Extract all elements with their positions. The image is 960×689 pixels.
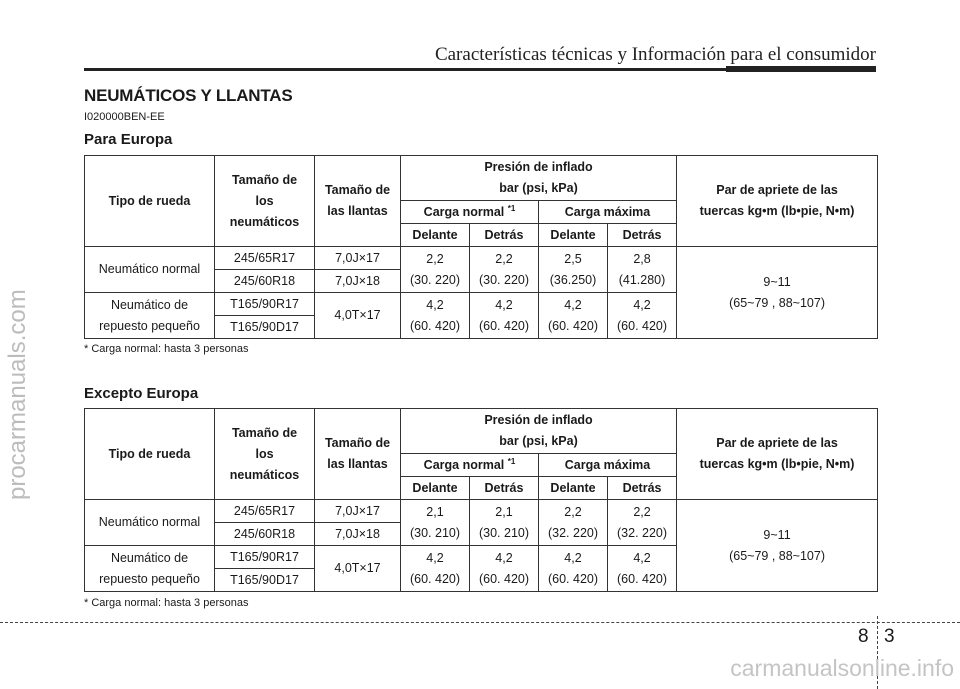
pressure-cell: 2,2 (30. 220) <box>401 247 470 293</box>
running-header-title: Características técnicas y Información para el consumidor <box>434 44 876 65</box>
region-title-europe: Para Europa <box>84 131 173 148</box>
tire-size-cell: T165/90D17 <box>215 316 315 339</box>
rim-size-cell: 7,0J×18 <box>315 523 401 546</box>
tire-size-cell: 245/65R17 <box>215 247 315 270</box>
footer-rule <box>0 622 960 623</box>
rim-size-cell: 7,0J×17 <box>315 247 401 270</box>
pressure-cell: 2,2 (30. 220) <box>470 247 539 293</box>
header-carga-normal: Carga normal $^{*1}$ <box>401 201 539 224</box>
torque-cell: 9~11 (65~79 , 88~107) <box>677 500 878 592</box>
tire-size-cell: 245/60R18 <box>215 523 315 546</box>
pressure-cell: 2,2 (32. 220) <box>539 500 608 546</box>
header-delante: Delante <box>401 224 470 247</box>
torque-cell: 9~11 (65~79 , 88~107) <box>677 247 878 339</box>
header-tamano-llantas: Tamaño de las llantas <box>315 409 401 500</box>
pressure-cell: 2,1 (30. 210) <box>470 500 539 546</box>
tire-table-europe <box>84 155 878 339</box>
header-tamano-neumaticos: Tamaño de los neumáticos <box>215 156 315 247</box>
footnote-europe: * Carga normal: hasta 3 personas <box>84 343 249 355</box>
tire-size-cell: T165/90R17 <box>215 293 315 316</box>
tire-table-other <box>84 408 878 592</box>
pressure-cell: 4,2 (60. 420) <box>401 293 470 339</box>
header-carga-maxima: Carga máxima <box>539 454 677 477</box>
header-carga-maxima: Carga máxima <box>539 201 677 224</box>
rim-size-cell: 7,0J×18 <box>315 270 401 293</box>
header-detras: Detrás <box>608 477 677 500</box>
pressure-cell: 4,2 (60. 420) <box>539 546 608 592</box>
header-presion: Presión de inflado bar (psi, kPa) <box>401 156 677 201</box>
header-rule-accent <box>726 66 876 72</box>
header-par-apriete: Par de apriete de las tuercas kg•m (lb•pie, N•m) <box>677 409 878 500</box>
header-par-apriete: Par de apriete de las tuercas kg•m (lb•pie, N•m) <box>677 156 878 247</box>
header-tipo: Tipo de rueda <box>85 409 215 500</box>
pressure-cell: 4,2 (60. 420) <box>401 546 470 592</box>
row-label-spare: Neumático de repuesto pequeño <box>85 546 215 592</box>
bottom-watermark: carmanualsonline.info <box>730 655 954 681</box>
rim-size-cell: 7,0J×17 <box>315 500 401 523</box>
header-presion: Presión de inflado bar (psi, kPa) <box>401 409 677 454</box>
row-label-normal: Neumático normal <box>85 500 215 546</box>
pressure-cell: 2,5 (36.250) <box>539 247 608 293</box>
chapter-number: 8 <box>858 626 869 647</box>
header-detras: Detrás <box>608 224 677 247</box>
row-label-spare: Neumático de repuesto pequeño <box>85 293 215 339</box>
header-delante: Delante <box>539 477 608 500</box>
pressure-cell: 2,8 (41.280) <box>608 247 677 293</box>
pressure-cell: 2,2 (32. 220) <box>608 500 677 546</box>
rim-size-cell: 4,0T×17 <box>315 546 401 592</box>
header-detras: Detrás <box>470 224 539 247</box>
tire-size-cell: 245/65R17 <box>215 500 315 523</box>
pressure-cell: 4,2 (60. 420) <box>470 546 539 592</box>
tire-size-cell: T165/90D17 <box>215 569 315 592</box>
section-title: NEUMÁTICOS Y LLANTAS <box>84 86 293 105</box>
region-title-other: Excepto Europa <box>84 385 199 402</box>
row-label-normal: Neumático normal <box>85 247 215 293</box>
pressure-cell: 4,2 (60. 420) <box>470 293 539 339</box>
header-tipo: Tipo de rueda <box>85 156 215 247</box>
rim-size-cell: 4,0T×17 <box>315 293 401 339</box>
pressure-cell: 4,2 (60. 420) <box>608 293 677 339</box>
pressure-cell: 4,2 (60. 420) <box>608 546 677 592</box>
header-tamano-llantas: Tamaño de las llantas <box>315 156 401 247</box>
page-number: 3 <box>884 626 895 647</box>
footnote-other: * Carga normal: hasta 3 personas <box>84 597 249 609</box>
pressure-cell: 2,1 (30. 210) <box>401 500 470 546</box>
tire-size-cell: 245/60R18 <box>215 270 315 293</box>
header-tamano-neumaticos: Tamaño de los neumáticos <box>215 409 315 500</box>
pressure-cell: 4,2 (60. 420) <box>539 293 608 339</box>
header-delante: Delante <box>401 477 470 500</box>
header-delante: Delante <box>539 224 608 247</box>
section-code: I020000BEN-EE <box>84 111 165 123</box>
header-detras: Detrás <box>470 477 539 500</box>
side-watermark: procarmanuals.com <box>4 289 31 500</box>
header-carga-normal: Carga normal $^{*1}$ <box>401 454 539 477</box>
tire-size-cell: T165/90R17 <box>215 546 315 569</box>
